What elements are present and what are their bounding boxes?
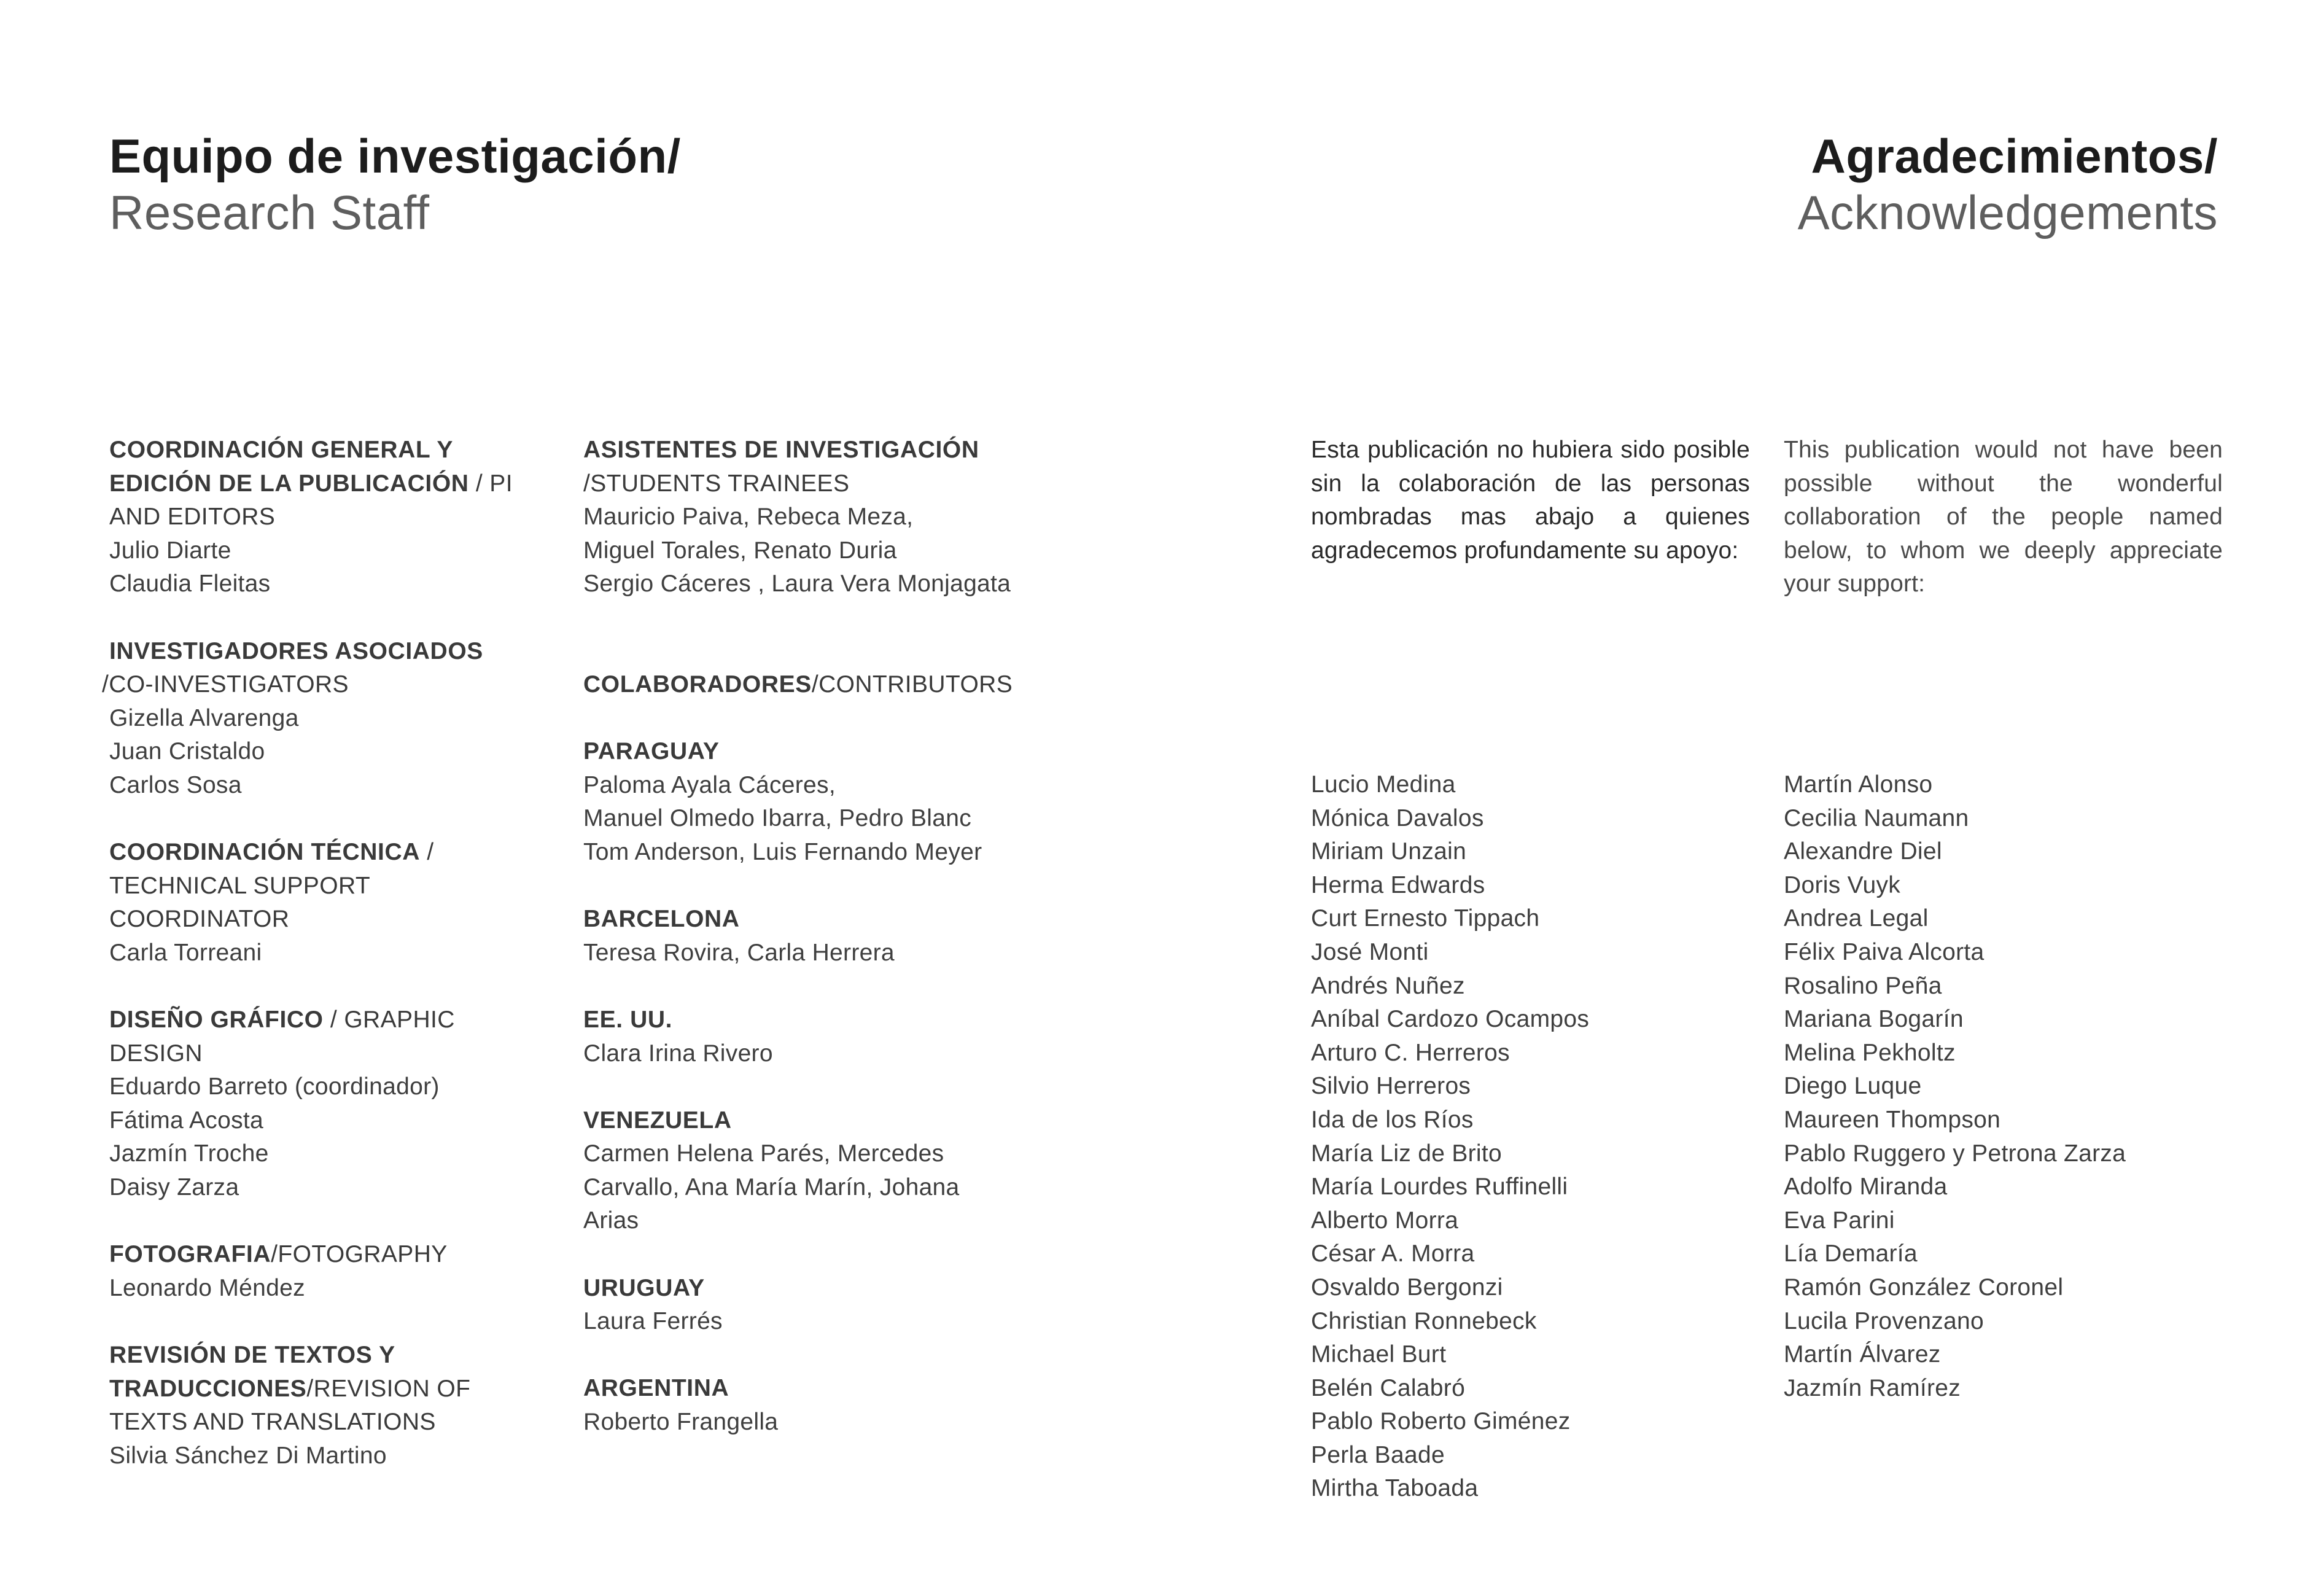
acknowledged-names-column-1 (1311, 768, 1589, 1506)
country-argentina (583, 1372, 1050, 1439)
staff-name: Julio Diarte (109, 537, 231, 564)
staff-column-1 (102, 434, 551, 1506)
acknowledged-person: Andrea Legal (1784, 905, 1929, 932)
heading-english: FOTOGRAPHY (278, 1241, 448, 1268)
staff-name: Eduardo Barreto (coordinador) (109, 1073, 440, 1100)
heading-english: PI AND EDITORS (109, 470, 513, 531)
acknowledged-person: Eva Parini (1784, 1207, 1895, 1234)
heading-spanish: INVESTIGADORES ASOCIADOS (109, 637, 483, 664)
country-paraguay (583, 735, 1050, 869)
country-heading: PARAGUAY (583, 738, 720, 765)
staff-name: Juan Cristaldo (109, 738, 265, 765)
acknowledged-person: Lucila Provenzano (1784, 1307, 1984, 1334)
acknowledged-person: Jazmín Ramírez (1784, 1374, 1961, 1401)
heading-separator: / (271, 1241, 278, 1268)
acknowledged-person: María Lourdes Ruffinelli (1311, 1174, 1568, 1201)
acknowledged-person: Maureen Thompson (1784, 1106, 2001, 1133)
section-general-coordination (109, 434, 551, 601)
staff-name: Mauricio Paiva, Rebeca Meza, (583, 504, 914, 531)
heading-english: CONTRIBUTORS (818, 671, 1013, 698)
heading-english: /STUDENTS TRAINEES (583, 470, 850, 497)
country-heading: BARCELONA (583, 906, 740, 933)
title-spanish: Equipo de investigación/ (109, 129, 681, 183)
heading-separator: / (811, 671, 819, 698)
acknowledged-person: Lucio Medina (1311, 771, 1456, 798)
contributor-names: Tom Anderson, Luis Fernando Meyer (583, 838, 982, 865)
acknowledged-person: Diego Luque (1784, 1073, 1922, 1100)
research-staff-title (109, 128, 681, 241)
heading-spanish: ASISTENTES DE INVESTIGACIÓN (583, 437, 979, 463)
country-barcelona (583, 903, 1050, 970)
acknowledged-person: Osvaldo Bergonzi (1311, 1274, 1503, 1301)
acknowledged-person: Rosalino Peña (1784, 972, 1942, 999)
country-heading: VENEZUELA (583, 1107, 732, 1134)
acknowledged-person: Mirtha Taboada (1311, 1475, 1479, 1502)
section-contributors (583, 668, 1050, 702)
heading-english: CO-INVESTIGATORS (109, 671, 349, 698)
acknowledged-names-column-2 (1784, 768, 2126, 1405)
acknowledged-person: Ida de los Ríos (1311, 1106, 1474, 1133)
country-heading: ARGENTINA (583, 1375, 729, 1402)
heading-spanish: COORDINACIÓN GENERAL Y EDICIÓN DE LA PUBLICACIÓN (109, 437, 469, 497)
staff-name: Carla Torreani (109, 939, 262, 966)
country-uruguay (583, 1272, 1050, 1339)
acknowledgements-intro-spanish (1311, 434, 1753, 567)
contributor-names: Clara Irina Rivero (583, 1040, 773, 1067)
heading-separator: / (102, 671, 109, 698)
acknowledged-person: Alberto Morra (1311, 1207, 1459, 1234)
acknowledged-person: Pablo Roberto Giménez (1311, 1408, 1571, 1435)
section-photography (109, 1238, 551, 1305)
acknowledged-person: José Monti (1311, 938, 1429, 965)
acknowledged-person: Alexandre Diel (1784, 838, 1942, 865)
acknowledged-person: César A. Morra (1311, 1240, 1475, 1267)
heading-separator: / (420, 839, 434, 866)
heading-english: TECHNICAL SUPPORT COORDINATOR (109, 872, 370, 933)
contributor-names: Manuel Olmedo Ibarra, Pedro Blanc (583, 805, 972, 832)
acknowledged-person: Perla Baade (1311, 1441, 1445, 1468)
intro-paragraph-es: Esta publicación no hubiera sido posible sin la colaboración de las personas nombradas mas abajo a quienes agradecemos profundamente su apoyo: (1311, 437, 1750, 564)
contributor-names: Carmen Helena Parés, Mercedes Carvallo, Ana María Marín, Johana Arias (583, 1140, 960, 1234)
acknowledged-person: Curt Ernesto Tippach (1311, 905, 1540, 932)
heading-spanish: DISEÑO GRÁFICO (109, 1006, 324, 1034)
section-heading (109, 434, 551, 534)
staff-name: Jazmín Troche (109, 1140, 269, 1167)
acknowledged-person: Michael Burt (1311, 1341, 1447, 1368)
country-heading: URUGUAY (583, 1274, 705, 1301)
acknowledged-person: Félix Paiva Alcorta (1784, 938, 1985, 965)
country-heading: EE. UU. (583, 1006, 673, 1033)
acknowledgements-title (1798, 128, 2218, 241)
contributor-names: Laura Ferrés (583, 1308, 723, 1335)
section-technical-coordination (109, 836, 551, 970)
staff-name: Miguel Torales, Renato Duria (583, 537, 897, 564)
contributor-names: Teresa Rovira, Carla Herrera (583, 939, 895, 966)
heading-english: REVISION OF TEXTS AND TRANSLATIONS (109, 1375, 471, 1436)
acknowledged-person: Arturo C. Herreros (1311, 1039, 1510, 1066)
acknowledged-person: Belén Calabró (1311, 1374, 1466, 1401)
acknowledged-person: Doris Vuyk (1784, 871, 1901, 898)
staff-name: Silvia Sánchez Di Martino (109, 1442, 387, 1469)
acknowledged-person: Adolfo Miranda (1784, 1174, 1948, 1201)
acknowledged-person: Silvio Herreros (1311, 1073, 1471, 1100)
country-venezuela (583, 1104, 1050, 1238)
section-heading (583, 434, 1050, 500)
heading-spanish: REVISIÓN DE TEXTOS Y TRADUCCIONES (109, 1342, 395, 1402)
contributor-names: Paloma Ayala Cáceres, (583, 771, 836, 798)
section-graphic-design (109, 1003, 551, 1205)
acknowledged-person: Ramón González Coronel (1784, 1274, 2064, 1301)
staff-name: Gizella Alvarenga (109, 704, 299, 731)
acknowledged-person: Pablo Ruggero y Petrona Zarza (1784, 1140, 2126, 1167)
heading-english: GRAPHIC DESIGN (109, 1006, 455, 1067)
staff-name: Daisy Zarza (109, 1174, 239, 1201)
section-text-revision (109, 1339, 551, 1473)
heading-spanish: COORDINACIÓN TÉCNICA (109, 839, 420, 866)
staff-column-2 (583, 434, 1050, 1473)
contributor-names: Roberto Frangella (583, 1409, 779, 1436)
acknowledged-person: Mariana Bogarín (1784, 1006, 1964, 1033)
title-english: Acknowledgements (1797, 185, 2218, 239)
section-heading (109, 836, 551, 936)
heading-separator: / (323, 1006, 344, 1034)
section-heading (109, 1238, 551, 1272)
acknowledged-person: Martín Álvarez (1784, 1341, 1941, 1368)
acknowledgements-intro-english (1784, 434, 2226, 601)
section-research-assistants (583, 434, 1050, 601)
acknowledged-person: Martín Alonso (1784, 771, 1933, 798)
staff-name: Claudia Fleitas (109, 570, 271, 598)
title-english: Research Staff (109, 185, 430, 239)
acknowledged-person: Miriam Unzain (1311, 838, 1467, 865)
staff-name: Fátima Acosta (109, 1107, 264, 1134)
heading-separator: / (468, 470, 490, 497)
staff-name: Leonardo Méndez (109, 1274, 305, 1301)
staff-name: Carlos Sosa (109, 771, 242, 798)
intro-paragraph-en: This publication would not have been possible without the wonderful collaboration of the people named below, to whom we deeply appreciate your support: (1784, 437, 2223, 598)
section-co-investigators (102, 635, 551, 803)
acknowledged-person: Mónica Davalos (1311, 804, 1484, 831)
section-heading (102, 635, 551, 702)
heading-spanish: FOTOGRAFIA (109, 1241, 271, 1268)
section-heading (109, 1003, 551, 1070)
staff-name: Sergio Cáceres , Laura Vera Monjagata (583, 570, 1011, 598)
acknowledged-person: Herma Edwards (1311, 871, 1485, 898)
heading-spanish: COLABORADORES (583, 671, 812, 698)
acknowledged-person: Lía Demaría (1784, 1240, 1918, 1267)
acknowledged-person: Aníbal Cardozo Ocampos (1311, 1006, 1590, 1033)
acknowledged-person: Andrés Nuñez (1311, 972, 1465, 999)
acknowledged-person: María Liz de Brito (1311, 1140, 1503, 1167)
acknowledged-person: Melina Pekholtz (1784, 1039, 1956, 1066)
section-heading (109, 1339, 551, 1439)
title-spanish: Agradecimientos/ (1811, 129, 2218, 183)
country-usa (583, 1003, 1050, 1070)
heading-separator: / (306, 1375, 314, 1402)
acknowledged-person: Cecilia Naumann (1784, 804, 1969, 831)
acknowledged-person: Christian Ronnebeck (1311, 1307, 1537, 1334)
